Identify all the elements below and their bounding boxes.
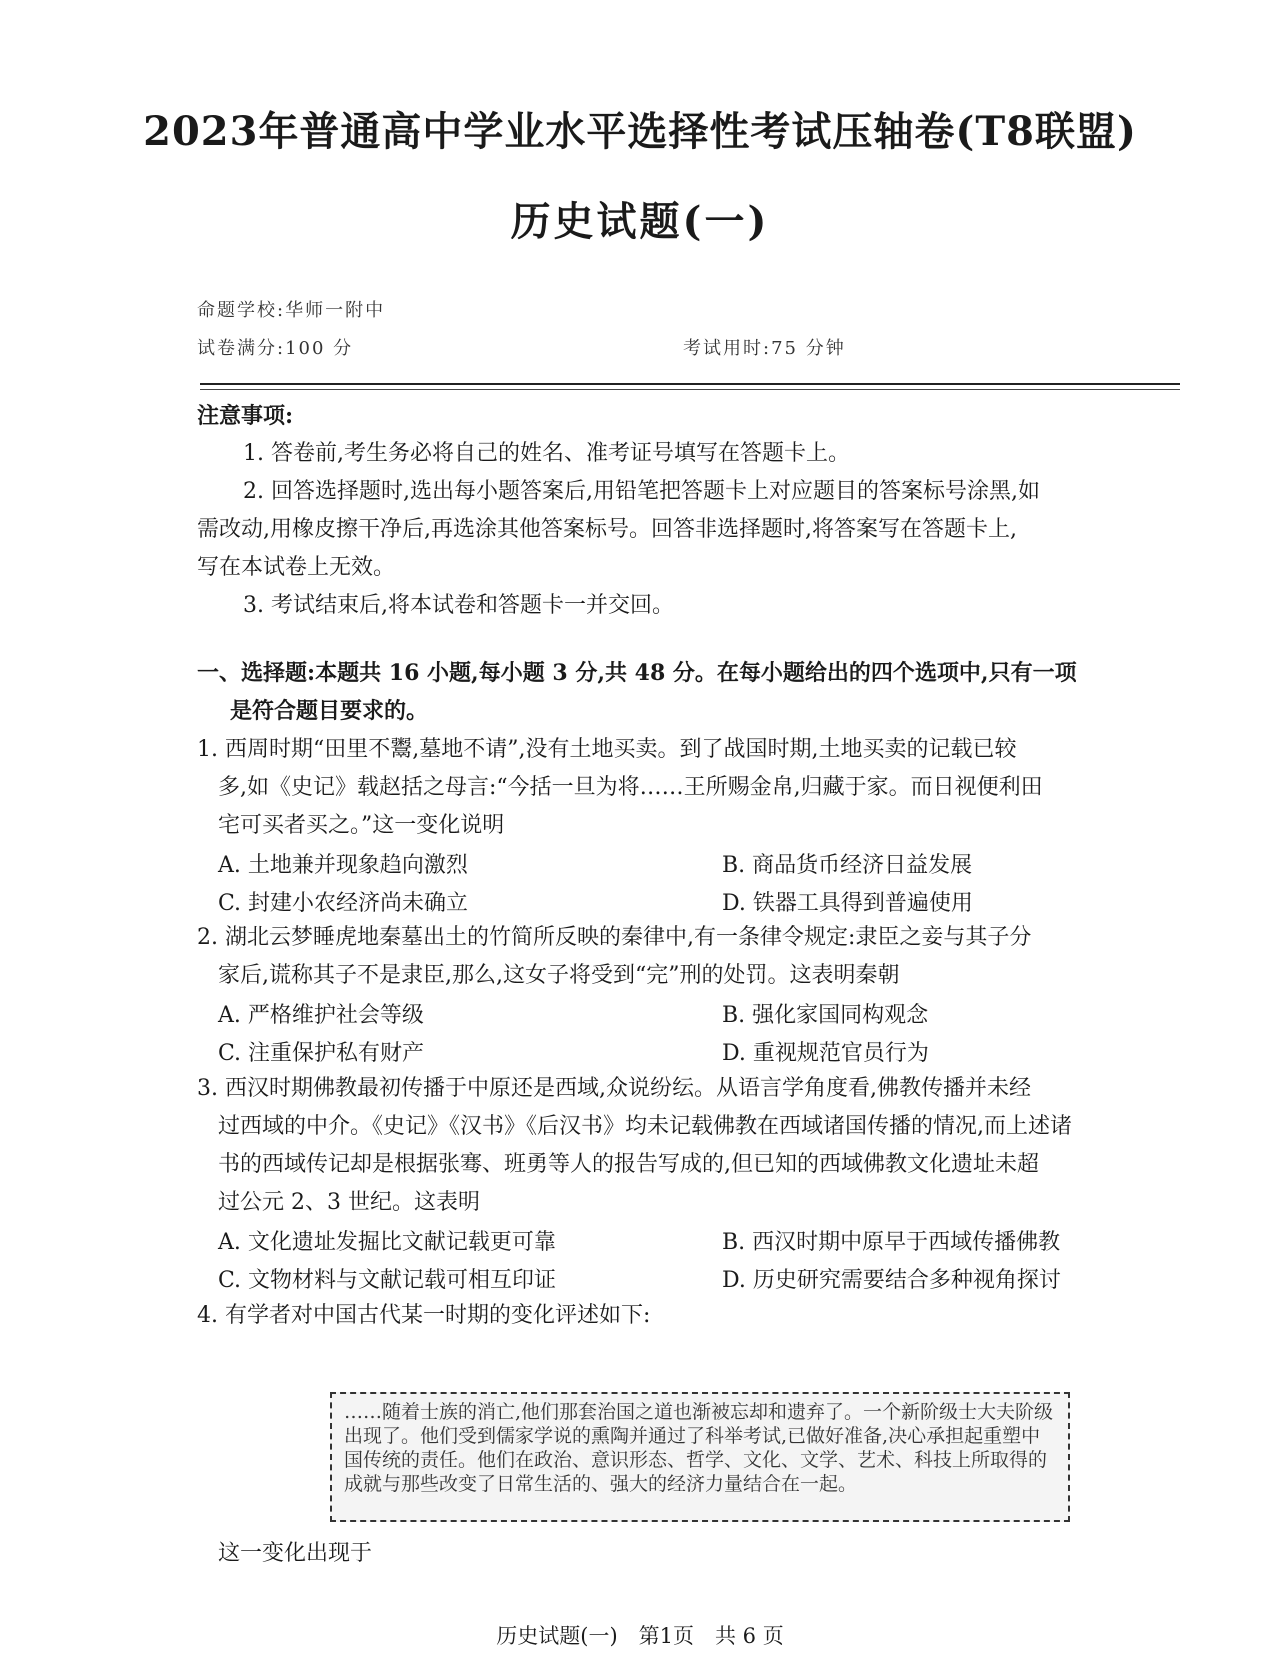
notice-item-2-line2: 需改动,用橡皮擦干净后,再选涂其他答案标号。回答非选择题时,将答案写在答题卡上, xyxy=(197,517,1017,542)
school-label: 命题学校:华师一附中 xyxy=(197,300,386,321)
q1-line1: 1. 西周时期“田里不鬻,墓地不请”,没有土地买卖。到了战国时期,土地买卖的记载已较 xyxy=(197,737,1017,762)
q4-quote-box: ……随着士族的消亡,他们那套治国之道也渐被忘却和遗弃了。一个新阶级士大夫阶级出现了。他们受到儒家学说的熏陶并通过了科举考试,已做好准备,决心承担起重塑中国传统的责任。他们在政治、意识形态、哲学、文化、文学、艺术、科技上所取得的成就与那些改变了日常生活的、强大的经济力量结合在一起。 xyxy=(330,1392,1070,1522)
page-footer: 历史试题(一) 第1页 共 6 页 xyxy=(496,1624,784,1648)
q3-option-d: D. 历史研究需要结合多种视角探讨 xyxy=(722,1268,1061,1293)
q1-line2: 多,如《史记》载赵括之母言:“今括一旦为将……王所赐金帛,归藏于家。而日视便利田 xyxy=(218,775,1043,800)
q3-line2: 过西域的中介。《史记》《汉书》《后汉书》均未记载佛教在西域诸国传播的情况,而上述诸 xyxy=(218,1114,1072,1139)
exam-title: 2023年普通高中学业水平选择性考试压轴卷(T8联盟) xyxy=(143,108,1137,155)
q4-line2: 这一变化出现于 xyxy=(218,1541,373,1566)
q2-line2: 家后,谎称其子不是隶臣,那么,这女子将受到“完”刑的处罚。这表明秦朝 xyxy=(218,963,900,988)
notice-item-2-line3: 写在本试卷上无效。 xyxy=(197,555,396,580)
q2-option-b: B. 强化家国同构观念 xyxy=(722,1003,929,1028)
q3-line4: 过公元 2、3 世纪。这表明 xyxy=(218,1190,480,1215)
header-divider-thin xyxy=(200,389,1180,390)
q4-line1: 4. 有学者对中国古代某一时期的变化评述如下: xyxy=(197,1303,651,1328)
q3-line3: 书的西域传记却是根据张骞、班勇等人的报告写成的,但已知的西域佛教文化遗址未超 xyxy=(218,1152,1039,1177)
exam-subtitle: 历史试题(一) xyxy=(510,198,770,245)
q2-option-c: C. 注重保护私有财产 xyxy=(218,1041,425,1066)
q3-option-b: B. 西汉时期中原早于西域传播佛教 xyxy=(722,1230,1061,1255)
q3-option-a: A. 文化遗址发掘比文献记载更可靠 xyxy=(218,1230,556,1255)
score-label: 试卷满分:100 分 xyxy=(197,338,354,359)
q3-option-c: C. 文物材料与文献记载可相互印证 xyxy=(218,1268,557,1293)
q1-line3: 宅可买者买之。”这一变化说明 xyxy=(218,813,505,838)
notice-item-1: 1. 答卷前,考生务必将自己的姓名、准考证号填写在答题卡上。 xyxy=(243,441,850,466)
section-heading-line1: 一、选择题:本题共 16 小题,每小题 3 分,共 48 分。在每小题给出的四个选项中,只有一项 xyxy=(197,660,1077,686)
q1-option-d: D. 铁器工具得到普遍使用 xyxy=(722,891,973,916)
notice-item-3: 3. 考试结束后,将本试卷和答题卡一并交回。 xyxy=(243,593,674,618)
notice-heading: 注意事项: xyxy=(197,403,294,429)
header-divider xyxy=(200,383,1180,385)
q1-option-c: C. 封建小农经济尚未确立 xyxy=(218,891,469,916)
q1-option-a: A. 土地兼并现象趋向激烈 xyxy=(218,853,468,878)
q2-line1: 2. 湖北云梦睡虎地秦墓出土的竹简所反映的秦律中,有一条律令规定:隶臣之妾与其子分 xyxy=(197,925,1032,950)
notice-item-2-line1: 2. 回答选择题时,选出每小题答案后,用铅笔把答题卡上对应题目的答案标号涂黑,如 xyxy=(243,479,1040,504)
section-heading-line2: 是符合题目要求的。 xyxy=(230,698,429,724)
q1-option-b: B. 商品货币经济日益发展 xyxy=(722,853,973,878)
q2-option-a: A. 严格维护社会等级 xyxy=(218,1003,424,1028)
q2-option-d: D. 重视规范官员行为 xyxy=(722,1041,929,1066)
q3-line1: 3. 西汉时期佛教最初传播于中原还是西域,众说纷纭。从语言学角度看,佛教传播并未经 xyxy=(197,1076,1031,1101)
time-label: 考试用时:75 分钟 xyxy=(683,338,846,359)
